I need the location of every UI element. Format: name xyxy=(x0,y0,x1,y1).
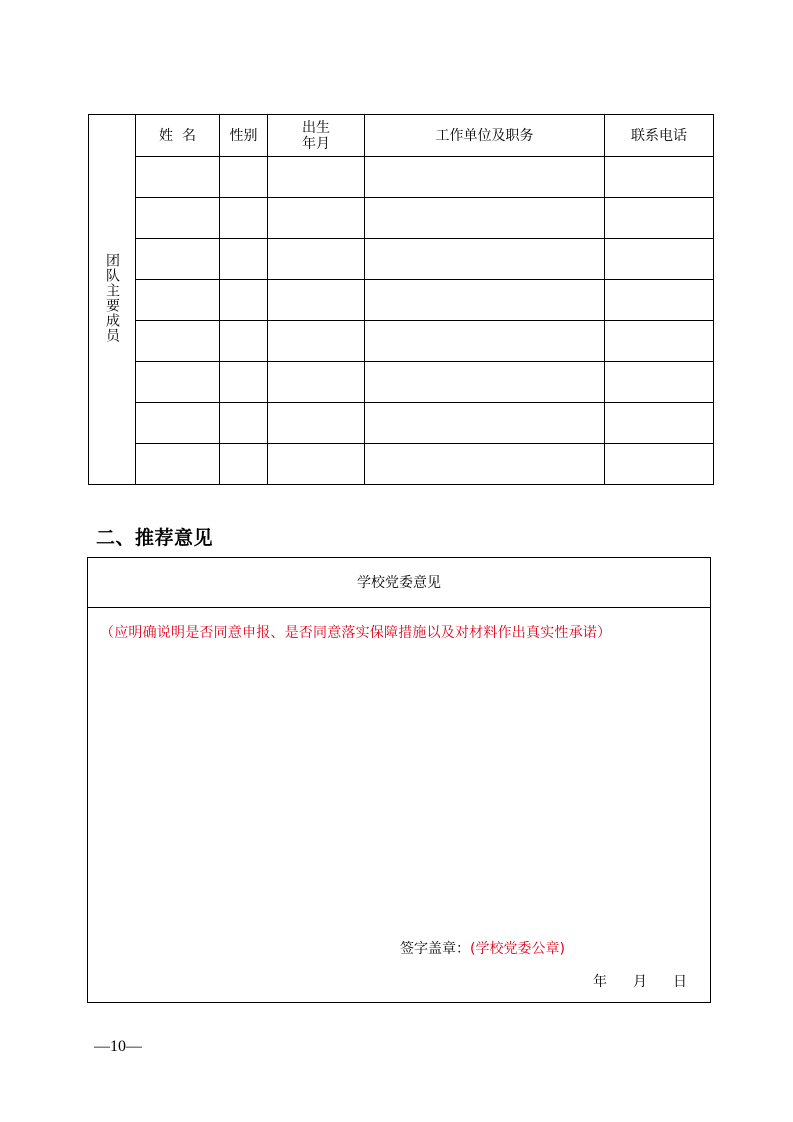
cell-gender[interactable] xyxy=(220,157,268,198)
cell-name[interactable] xyxy=(136,198,220,239)
signature-label: 签字盖章： xyxy=(400,941,470,957)
opinion-header: 学校党委意见 xyxy=(88,558,710,608)
signature-line xyxy=(400,938,565,958)
table-row xyxy=(89,280,714,321)
cell-birth[interactable] xyxy=(268,444,365,485)
table-row xyxy=(89,157,714,198)
header-birth-line1: 出生 xyxy=(302,119,330,136)
date-day-label: 日 xyxy=(673,974,687,990)
cell-workplace[interactable] xyxy=(365,321,605,362)
header-workplace: 工作单位及职务 xyxy=(365,115,605,157)
table-row xyxy=(89,403,714,444)
cell-gender[interactable] xyxy=(220,362,268,403)
table-row xyxy=(89,321,714,362)
cell-birth[interactable] xyxy=(268,362,365,403)
date-line xyxy=(593,971,687,991)
table-row xyxy=(89,362,714,403)
cell-birth[interactable] xyxy=(268,321,365,362)
cell-name[interactable] xyxy=(136,403,220,444)
cell-phone[interactable] xyxy=(605,362,714,403)
section-title-recommendation: 二、推荐意见 xyxy=(96,527,214,549)
cell-gender[interactable] xyxy=(220,403,268,444)
cell-workplace[interactable] xyxy=(365,403,605,444)
cell-phone[interactable] xyxy=(605,444,714,485)
cell-gender[interactable] xyxy=(220,280,268,321)
cell-name[interactable] xyxy=(136,157,220,198)
date-year-label: 年 xyxy=(593,974,607,990)
cell-workplace[interactable] xyxy=(365,239,605,280)
cell-phone[interactable] xyxy=(605,198,714,239)
team-members-side-label: 团队主要成员 xyxy=(89,115,136,485)
cell-phone[interactable] xyxy=(605,403,714,444)
cell-phone[interactable] xyxy=(605,321,714,362)
cell-workplace[interactable] xyxy=(365,198,605,239)
cell-gender[interactable] xyxy=(220,239,268,280)
cell-workplace[interactable] xyxy=(365,280,605,321)
cell-name[interactable] xyxy=(136,362,220,403)
table-header-row xyxy=(89,115,714,157)
cell-birth[interactable] xyxy=(268,403,365,444)
cell-gender[interactable] xyxy=(220,321,268,362)
seal-hint: (学校党委公章) xyxy=(470,941,565,957)
header-name: 姓 名 xyxy=(136,115,220,157)
school-party-opinion-box[interactable] xyxy=(87,557,711,1003)
cell-workplace[interactable] xyxy=(365,444,605,485)
table-row xyxy=(89,198,714,239)
cell-phone[interactable] xyxy=(605,239,714,280)
header-birth-date xyxy=(268,115,365,157)
opinion-instruction-note: （应明确说明是否同意申报、是否同意落实保障措施以及对材料作出真实性承诺） xyxy=(100,625,612,641)
cell-name[interactable] xyxy=(136,239,220,280)
cell-phone[interactable] xyxy=(605,280,714,321)
page-number: —10— xyxy=(94,1038,142,1055)
team-members-table xyxy=(88,114,714,485)
cell-birth[interactable] xyxy=(268,280,365,321)
table-row xyxy=(89,444,714,485)
date-month-label: 月 xyxy=(633,974,647,990)
table-row xyxy=(89,239,714,280)
cell-name[interactable] xyxy=(136,444,220,485)
header-phone: 联系电话 xyxy=(605,115,714,157)
header-birth-line2: 年月 xyxy=(302,135,330,152)
cell-gender[interactable] xyxy=(220,444,268,485)
cell-birth[interactable] xyxy=(268,157,365,198)
cell-phone[interactable] xyxy=(605,157,714,198)
cell-gender[interactable] xyxy=(220,198,268,239)
header-gender: 性别 xyxy=(220,115,268,157)
cell-name[interactable] xyxy=(136,280,220,321)
cell-workplace[interactable] xyxy=(365,157,605,198)
cell-name[interactable] xyxy=(136,321,220,362)
cell-birth[interactable] xyxy=(268,239,365,280)
cell-birth[interactable] xyxy=(268,198,365,239)
cell-workplace[interactable] xyxy=(365,362,605,403)
